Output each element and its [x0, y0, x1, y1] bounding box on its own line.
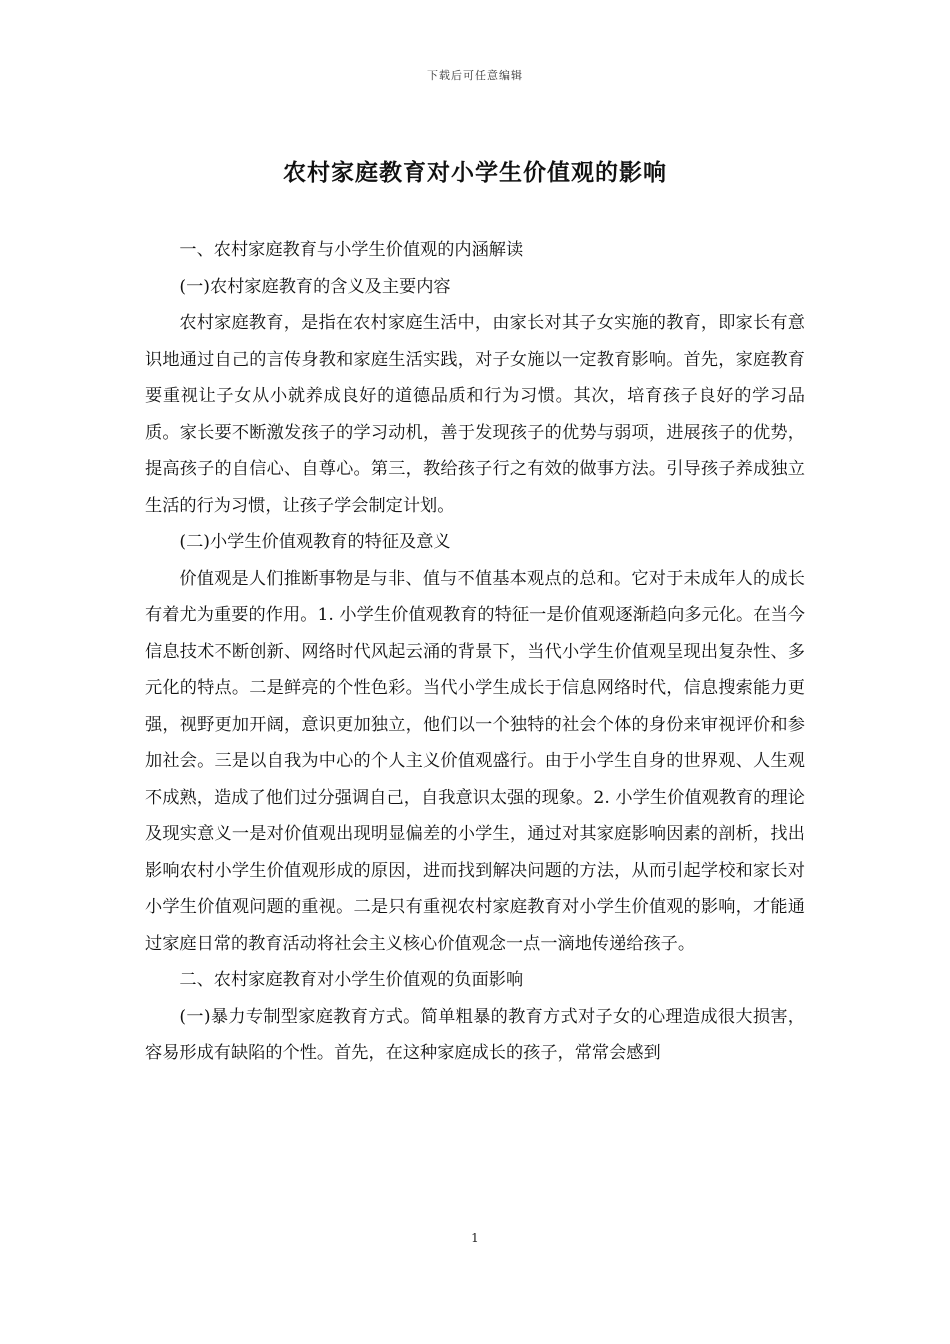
- page-number: 1: [471, 1231, 479, 1245]
- body-paragraph: 农村家庭教育，是指在农村家庭生活中，由家长对其子女实施的教育，即家长有意识地通过自己的言传身教和家庭生活实践，对子女施以一定教育影响。首先，家庭教育要重视让子女从小就养成良好的道德品质和行为习惯。其次，培育孩子良好的学习品质。家长要不断激发孩子的学习动机，善于发现孩子的优势与弱项，进展孩子的优势，提高孩子的自信心、自尊心。第三，教给孩子行之有效的做事方法。引导孩子养成独立生活的行为习惯，让孩子学会制定计划。: [145, 313, 805, 516]
- subsection-heading-1-1: (一)农村家庭教育的含义及主要内容: [179, 276, 451, 297]
- subsection-heading-1-2: (二)小学生价值观教育的特征及意义: [179, 532, 451, 552]
- document-title: 农村家庭教育对小学生价值观的影响: [283, 159, 667, 186]
- body-paragraph: (一)暴力专制型家庭教育方式。简单粗暴的教育方式对子女的心理造成很大损害，容易形成有缺陷的个性。首先，在这种家庭成长的孩子，常常会感到: [145, 1006, 805, 1063]
- document-body: [145, 232, 805, 1072]
- section-heading-2: 二、农村家庭教育对小学生价值观的负面影响: [179, 970, 524, 990]
- section-heading-1: 一、农村家庭教育与小学生价值观的内涵解读: [179, 240, 524, 260]
- body-paragraph: 价值观是人们推断事物是与非、值与不值基本观点的总和。它对于未成年人的成长有着尤为重要的作用。1. 小学生价值观教育的特征一是价值观逐渐趋向多元化。在当今信息技术不断创新、网络时代风起云涌的背景下，当代小学生价值观呈现出复杂性、多元化的特点。二是鲜亮的个性色彩。当代小学生成长于信息网络时代，信息搜索能力更强，视野更加开阔，意识更加独立，他们以一个独特的社会个体的身份来审视评价和参加社会。三是以自我为中心的个人主义价值观盛行。由于小学生自身的世界观、人生观不成熟，造成了他们过分强调自己，自我意识太强的现象。2. 小学生价值观教育的理论及现实意义一是对价值观出现明显偏差的小学生，通过对其家庭影响因素的剖析，找出影响农村小学生价值观形成的原因，进而找到解决问题的方法，从而引起学校和家长对小学生价值观问题的重视。二是只有重视农村家庭教育对小学生价值观的影响，才能通过家庭日常的教育活动将社会主义核心价值观念一点一滴地传递给孩子。: [145, 568, 805, 954]
- page-header: 下载后可任意编辑: [427, 69, 523, 82]
